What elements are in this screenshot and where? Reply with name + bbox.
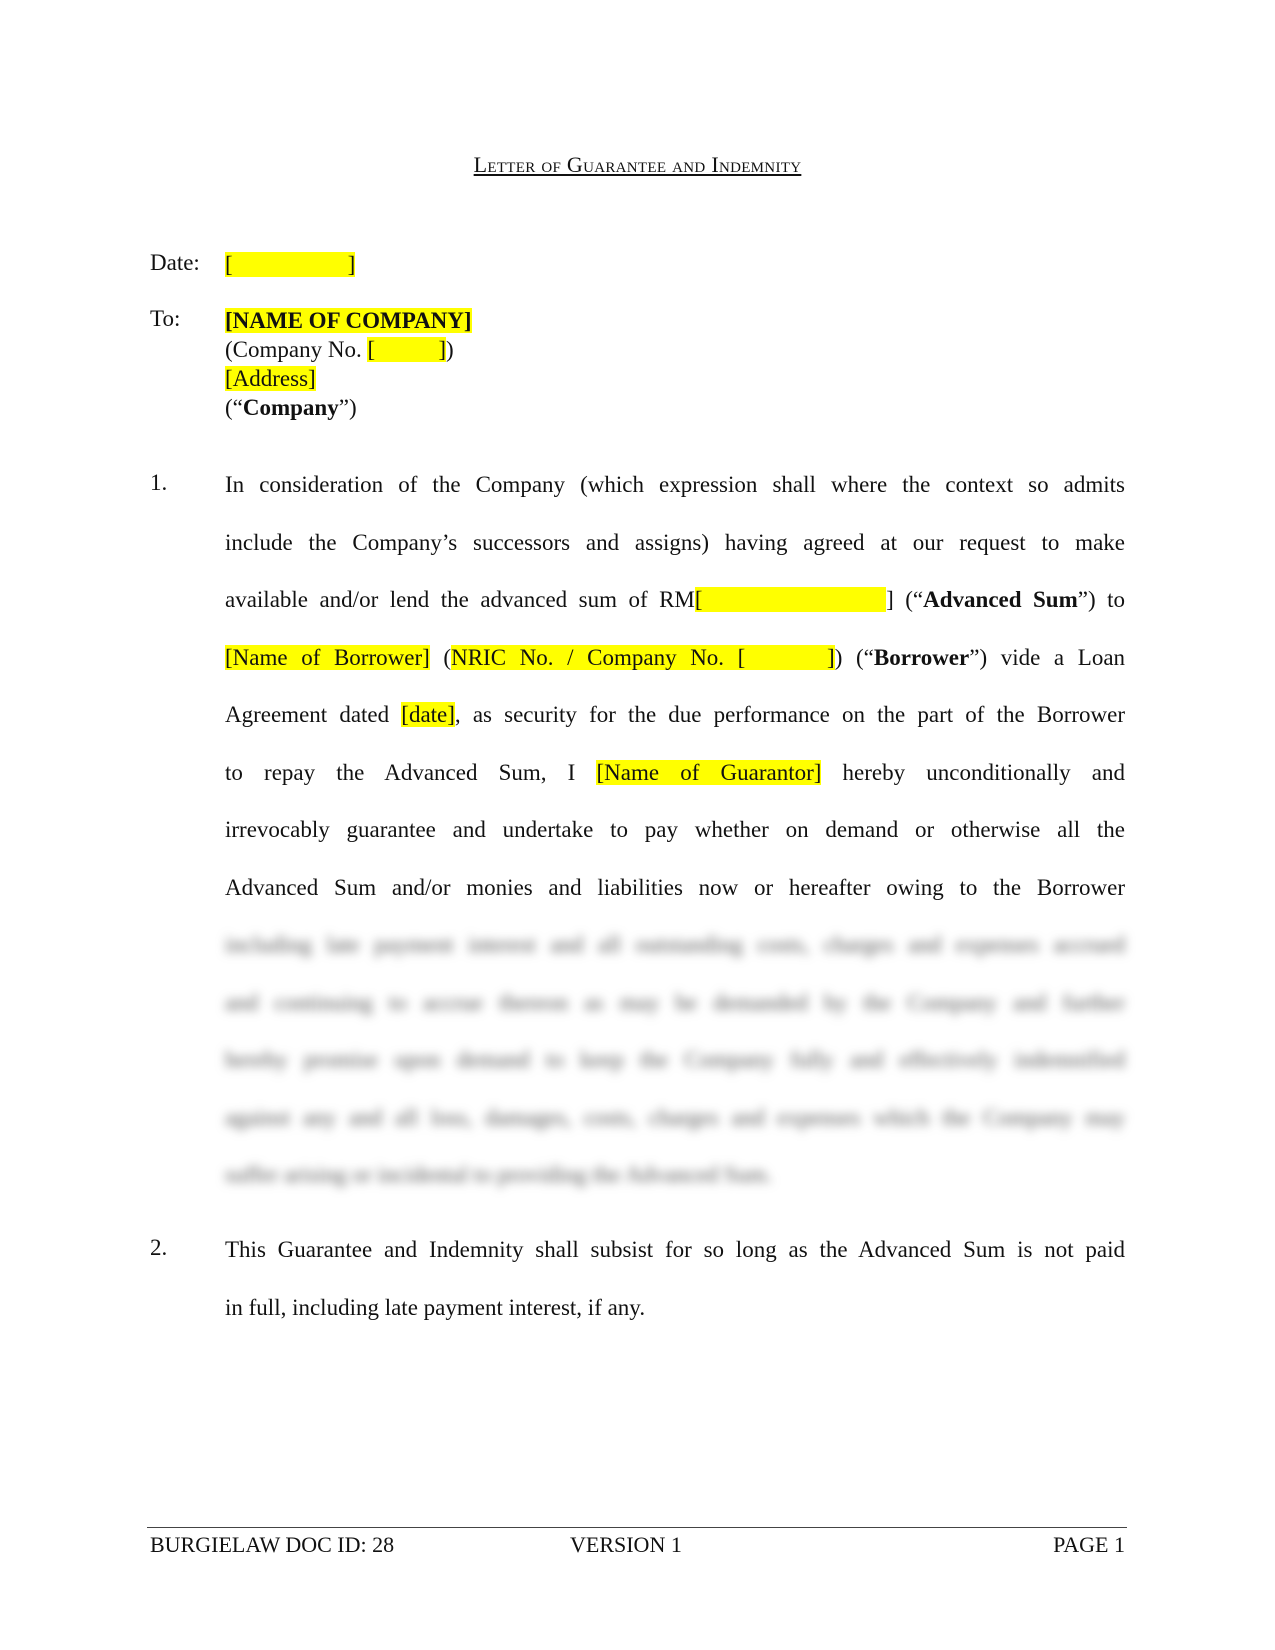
date-label: Date: (150, 250, 200, 275)
clause-1-blurred-line: against any and all loss, damages, costs, charges and expenses which the Company may (225, 1104, 1125, 1130)
document-title: Letter of Guarantee and Indemnity (473, 152, 802, 177)
clause-1-line: Agreement dated [date], as security for the due performance on the part of the Borrower (225, 702, 1125, 727)
footer-divider (147, 1527, 1127, 1528)
company-definition: (“Company”) (225, 395, 357, 420)
date-placeholder: [ ] (225, 252, 356, 277)
advanced-sum-definition: Advanced Sum (923, 587, 1078, 612)
recipient-block (225, 306, 472, 422)
clause-1-blurred-line: hereby promise upon demand to keep the Company fully and effectively indemnified (225, 1047, 1125, 1072)
guarantor-name-placeholder: [Name of Guarantor] (596, 759, 822, 785)
clause-1-line: include the Company’s successors and assigns) having agreed at our request to make (225, 529, 1125, 555)
footer-page-number: PAGE 1 (1053, 1532, 1125, 1557)
footer-doc-id: BURGIELAW DOC ID: 28 (150, 1532, 395, 1557)
borrower-id-placeholder: NRIC No. / Company No. [ ] (451, 644, 835, 670)
address-placeholder: [Address] (225, 366, 316, 391)
clause-2-line: in full, including late payment interest, if any. (225, 1294, 646, 1320)
agreement-date-placeholder: [date] (401, 702, 455, 727)
clause-2-text (225, 1221, 1125, 1336)
clause-2-line: This Guarantee and Indemnity shall subsist for so long as the Advanced Sum is not paid (225, 1237, 1125, 1262)
clause-1-text (225, 456, 1125, 1204)
clause-1-blurred-line: suffer arising or incidental to providing the Advanced Sum. (225, 1162, 772, 1187)
clause-1-line: available and/or lend the advanced sum of RM[ ] (“Advanced Sum”) to (225, 587, 1126, 612)
company-name-placeholder: [NAME OF COMPANY] (225, 308, 472, 333)
clause-1-line: to repay the Advanced Sum, I [Name of Guarantor] hereby unconditionally and (225, 759, 1125, 785)
date-value (225, 250, 355, 279)
clause-1-number: 1. (150, 470, 168, 495)
clause-1-blurred-line: and continuing to accrue thereon as may be demanded by the Company and further (225, 989, 1125, 1015)
to-label: To: (150, 306, 181, 331)
footer-version: VERSION 1 (570, 1532, 682, 1557)
clause-1-line: Advanced Sum and/or monies and liabilities now or hereafter owing to the Borrower (225, 874, 1125, 900)
clause-2-number: 2. (150, 1235, 168, 1260)
clause-1-line: [Name of Borrower] (NRIC No. / Company No. [ ]) (“Borrower”) vide a Loan (225, 644, 1126, 670)
clause-1-line: In consideration of the Company (which expression shall where the context so admits (225, 472, 1125, 497)
advanced-sum-placeholder: [ (694, 587, 887, 612)
company-number-line: (Company No. [ ]) (225, 337, 454, 362)
clause-1-line: irrevocably guarantee and undertake to pay whether on demand or otherwise all the (225, 817, 1125, 842)
borrower-name-placeholder: [Name of Borrower] (225, 644, 430, 670)
borrower-definition: Borrower (873, 644, 970, 670)
clause-1-blurred-line: including late payment interest and all outstanding costs, charges and expenses accrued (225, 932, 1125, 957)
company-number-placeholder: [ ] (367, 337, 447, 362)
